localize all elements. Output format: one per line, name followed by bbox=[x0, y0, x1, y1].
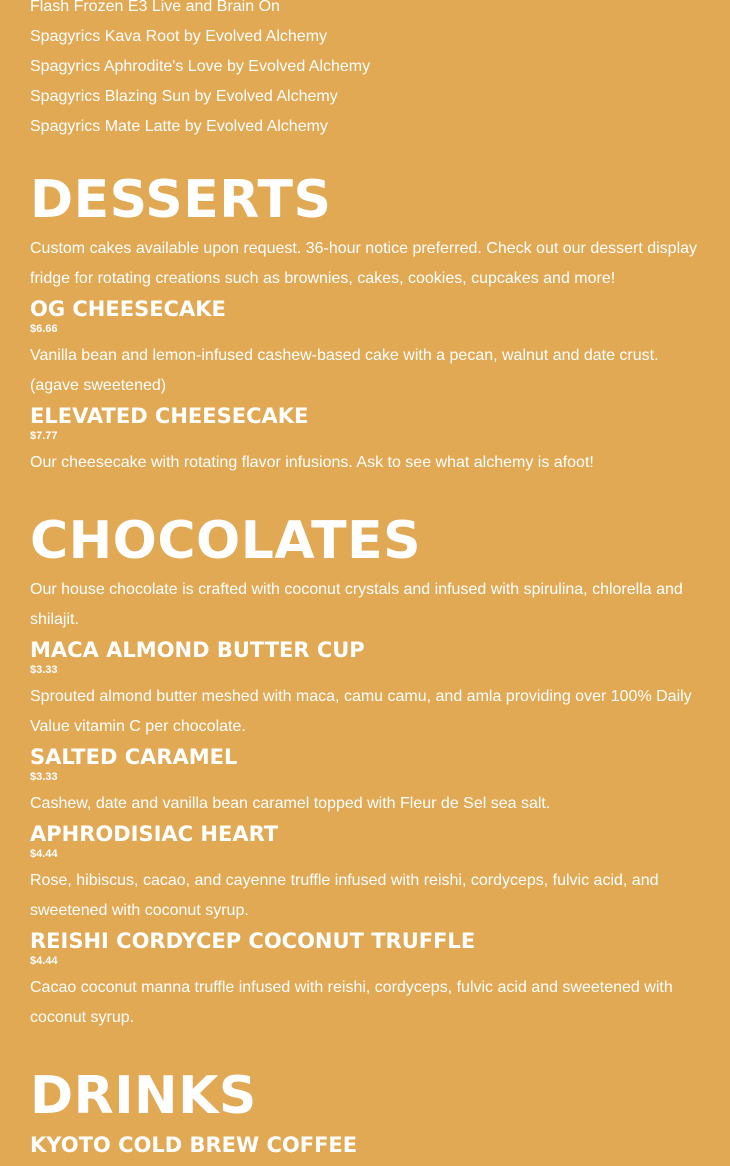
item-title: SALTED CARAMEL bbox=[30, 745, 238, 769]
item-description: Cacao coconut manna truffle infused with reishi, cordyceps, fulvic acid and sweetened with coconut syrup. bbox=[30, 979, 673, 1026]
item-title: KYOTO COLD BREW COFFEE bbox=[30, 1133, 358, 1157]
menu-item-aphrodisiac-heart bbox=[30, 821, 700, 926]
item-description: Vanilla bean and lemon-infused cashew-based cake with a pecan, walnut and date crust. (agave sweetened) bbox=[30, 347, 659, 394]
menu-item-maca-almond-butter-cup bbox=[30, 637, 700, 742]
item-title: OG CHEESECAKE bbox=[30, 297, 226, 321]
drinks-list-continued bbox=[30, 0, 700, 142]
desserts-heading: DESSERTS bbox=[30, 170, 332, 230]
item-price: $6.66 bbox=[30, 323, 58, 335]
item-price: $4.44 bbox=[30, 955, 58, 967]
list-item: Spagyrics Aphrodite's Love by Evolved Alchemy bbox=[30, 58, 371, 75]
item-description: Rose, hibiscus, cacao, and cayenne truffle infused with reishi, cordyceps, fulvic acid, and sweetened with coconut syrup. bbox=[30, 872, 659, 919]
menu-item-reishi-cordycep-coconut-truffle bbox=[30, 928, 700, 1033]
chocolates-description: Our house chocolate is crafted with coconut crystals and infused with spirulina, chlorella and shilajit. bbox=[30, 581, 683, 628]
chocolates-heading: CHOCOLATES bbox=[30, 511, 422, 571]
menu-item-og-cheesecake bbox=[30, 296, 700, 401]
list-item: Spagyrics Mate Latte by Evolved Alchemy bbox=[30, 118, 328, 135]
item-price: $7.77 bbox=[30, 430, 58, 442]
list-item: Spagyrics Blazing Sun by Evolved Alchemy bbox=[30, 88, 338, 105]
list-item: Spagyrics Kava Root by Evolved Alchemy bbox=[30, 28, 328, 45]
item-price: $3.33 bbox=[30, 664, 58, 676]
drinks-heading: DRINKS bbox=[30, 1066, 257, 1126]
desserts-description: Custom cakes available upon request. 36-hour notice preferred. Check out our dessert display fridge for rotating creations such as brownies, cakes, cookies, cupcakes and more! bbox=[30, 240, 698, 287]
menu-page bbox=[30, 0, 700, 1158]
item-description: Cashew, date and vanilla bean caramel topped with Fleur de Sel sea salt. bbox=[30, 795, 551, 812]
item-description: Sprouted almond butter meshed with maca, camu camu, and amla providing over 100% Daily Value vitamin C per chocolate. bbox=[30, 688, 692, 735]
drinks-section bbox=[30, 1066, 700, 1158]
menu-item-elevated-cheesecake bbox=[30, 403, 700, 478]
item-price: $4.44 bbox=[30, 848, 58, 860]
item-description: Our cheesecake with rotating flavor infusions. Ask to see what alchemy is afoot! bbox=[30, 454, 594, 471]
item-title: MACA ALMOND BUTTER CUP bbox=[30, 638, 365, 662]
menu-item-salted-caramel bbox=[30, 744, 700, 819]
list-item: Flash Frozen E3 Live and Brain On bbox=[30, 0, 280, 15]
item-price: $3.33 bbox=[30, 771, 58, 783]
item-title: REISHI CORDYCEP COCONUT TRUFFLE bbox=[30, 929, 476, 953]
desserts-section bbox=[30, 170, 700, 478]
item-title: ELEVATED CHEESECAKE bbox=[30, 404, 309, 428]
item-title: APHRODISIAC HEART bbox=[30, 822, 279, 846]
chocolates-section bbox=[30, 511, 700, 1033]
